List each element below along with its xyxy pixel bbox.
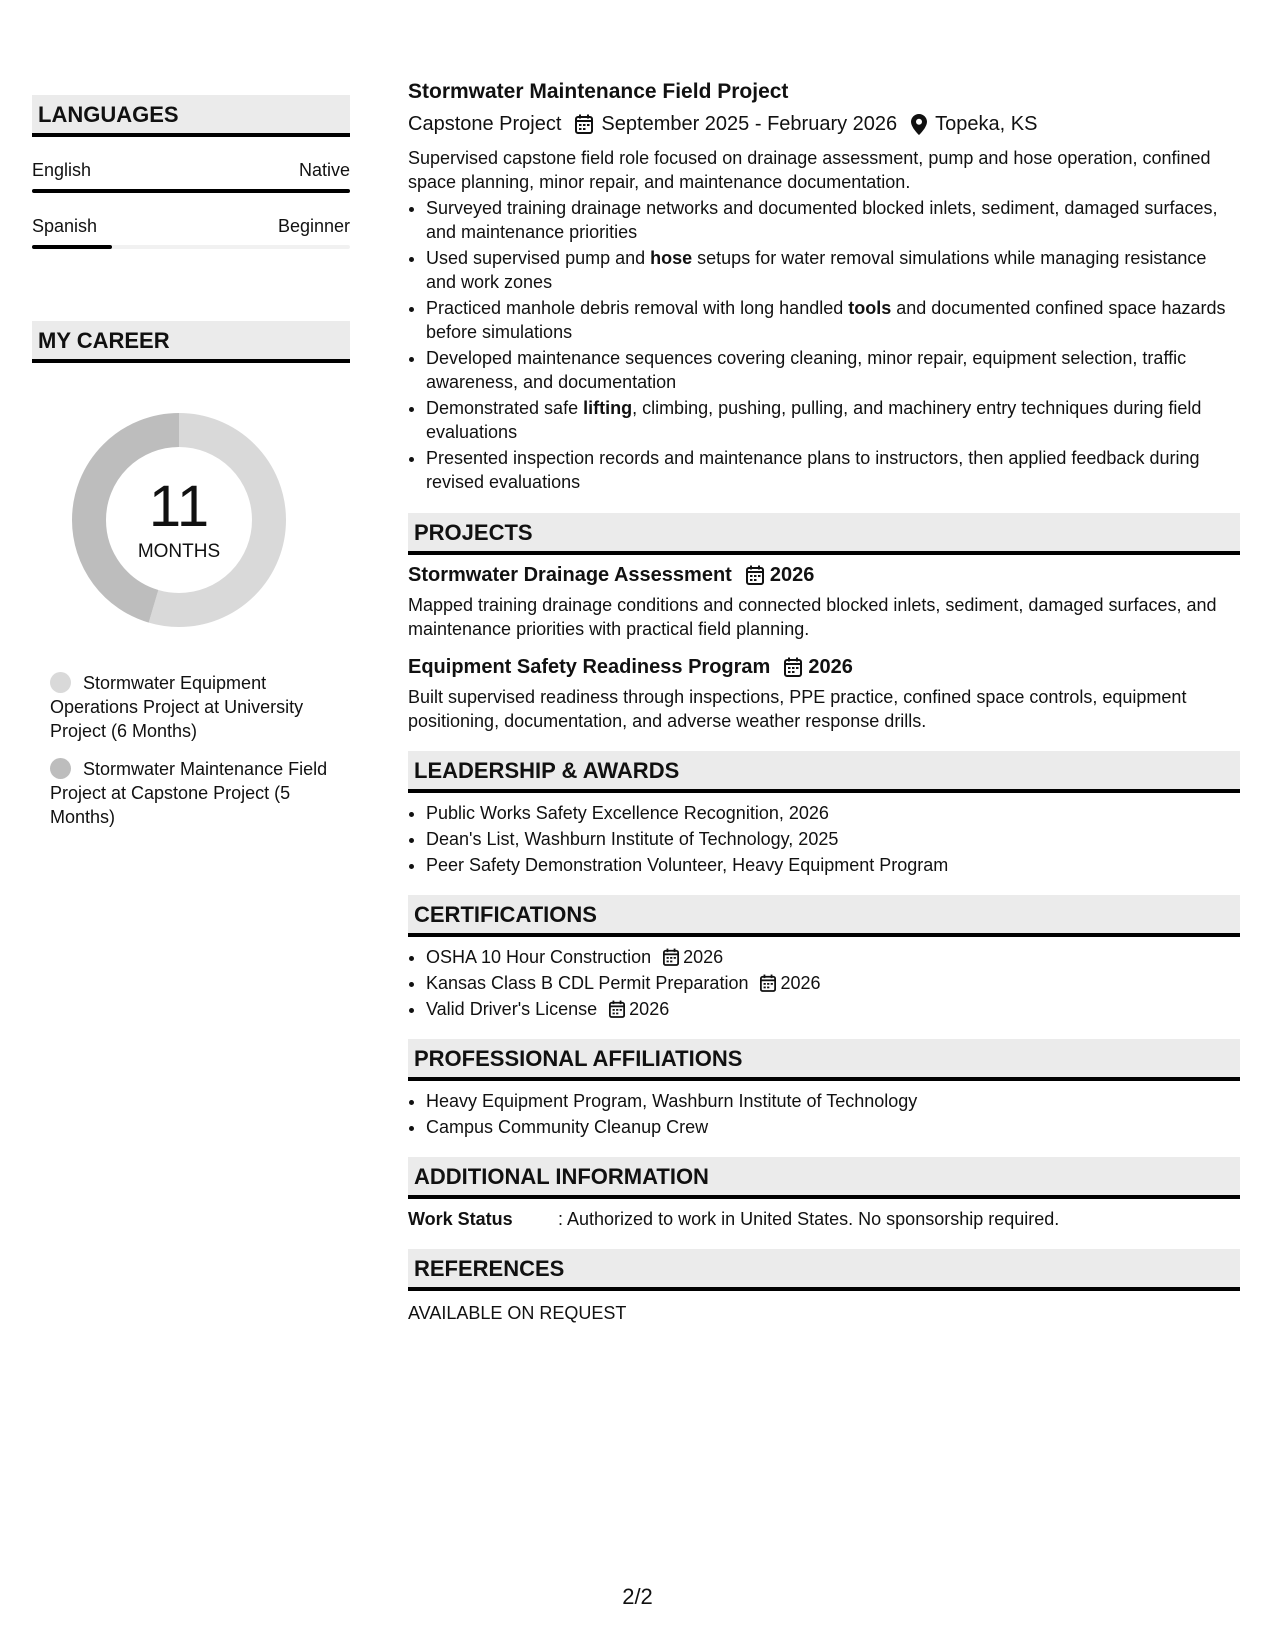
affiliations-heading: PROFESSIONAL AFFILIATIONS (408, 1039, 1240, 1081)
language-item (32, 215, 350, 249)
project-description: Built supervised readiness through inspections, PPE practice, confined space controls, equipment positioning, documentation, and adverse weather response drills. (408, 687, 1187, 731)
certification-year: 2026 (780, 973, 821, 993)
award-item: • Peer Safety Demonstration Volunteer, Heavy Equipment Program (426, 853, 1240, 877)
certifications-heading: CERTIFICATIONS (408, 895, 1240, 937)
calendar-icon (609, 1000, 625, 1018)
experience-bullets (408, 196, 1240, 494)
affiliation-item: • Heavy Equipment Program, Washburn Institute of Technology (426, 1089, 1240, 1113)
legend-swatch (50, 758, 71, 779)
legend-label: Stormwater Equipment Operations Project at University Project (6 Months) (50, 673, 304, 741)
experience-bullet: • Surveyed training drainage networks and documented blocked inlets, sediment, damaged surfaces, and maintenance priorities (426, 196, 1240, 244)
certification-year: 2026 (683, 947, 724, 967)
experience-title: Stormwater Maintenance Field Project (408, 80, 789, 103)
career-legend-item (50, 757, 335, 829)
language-proficiency-fill (32, 245, 112, 249)
language-proficiency-bar (32, 189, 350, 193)
experience-bullet: • Used supervised pump and hose setups for water removal simulations while managing resistance and work zones (426, 246, 1240, 294)
career-donut-chart (64, 405, 294, 635)
affiliations-list (408, 1089, 1240, 1139)
language-proficiency-fill (32, 189, 350, 193)
experience-dates: September 2025 - February 2026 (601, 113, 898, 135)
additional-info-value: : Authorized to work in United States. No sponsorship required. (558, 1209, 1060, 1229)
career-total-unit: MONTHS (137, 541, 221, 562)
experience-org: Capstone Project (408, 113, 562, 135)
certification-name: • Kansas Class B CDL Permit Preparation (426, 973, 749, 993)
certification-item (426, 971, 1240, 995)
certification-item (426, 945, 1240, 969)
references-text: AVAILABLE ON REQUEST (408, 1303, 627, 1323)
experience-bullet: • Developed maintenance sequences covering cleaning, minor repair, equipment selection, traffic awareness, and documentation (426, 346, 1240, 394)
calendar-icon (784, 657, 802, 677)
experience-location: Topeka, KS (935, 113, 1038, 135)
career-legend (50, 671, 350, 829)
right-column (408, 78, 1240, 1325)
project-title: Stormwater Drainage Assessment (408, 564, 732, 586)
page-number: 2/2 (622, 1584, 653, 1609)
certification-name: • OSHA 10 Hour Construction (426, 947, 652, 967)
calendar-icon (575, 114, 593, 134)
project-year: 2026 (769, 564, 815, 586)
awards-heading: LEADERSHIP & AWARDS (408, 751, 1240, 793)
experience-meta (408, 110, 1240, 138)
location-pin-icon (911, 114, 927, 135)
additional-info-key: Work Status (408, 1209, 513, 1229)
certifications-list (408, 945, 1240, 1021)
project-title: Equipment Safety Readiness Program (408, 656, 771, 678)
legend-label: Stormwater Maintenance Field Project at Capstone Project (5 Months) (50, 759, 328, 827)
project-description: Mapped training drainage conditions and connected blocked inlets, sediment, damaged surfaces, and maintenance priorities with practical field planning. (408, 595, 1217, 639)
language-item (32, 159, 350, 193)
experience-bullet: • Demonstrated safe lifting, climbing, pushing, pulling, and machinery entry techniques during field evaluations (426, 396, 1240, 444)
language-name: English (32, 160, 92, 180)
experience-entry (408, 78, 1240, 494)
career-legend-item (50, 671, 335, 743)
affiliation-item: • Campus Community Cleanup Crew (426, 1115, 1240, 1139)
experience-summary: Supervised capstone field role focused on drainage assessment, pump and hose operation, confined space planning, minor repair, and maintenance documentation. (408, 148, 1211, 192)
legend-swatch (50, 672, 71, 693)
certification-name: • Valid Driver's License (426, 999, 598, 1019)
additional-info-row (408, 1207, 1240, 1231)
language-level: Native (298, 160, 350, 180)
languages-heading: LANGUAGES (32, 95, 350, 137)
references-heading: REFERENCES (408, 1249, 1240, 1291)
language-level: Beginner (277, 216, 350, 236)
projects-heading: PROJECTS (408, 513, 1240, 555)
calendar-icon (746, 565, 764, 585)
career-total-value: 11 (148, 474, 210, 539)
experience-bullet: • Practiced manhole debris removal with long handled tools and documented confined space hazards before simulations (426, 296, 1240, 344)
career-heading: MY CAREER (32, 321, 350, 363)
left-column (32, 95, 350, 843)
awards-list (408, 801, 1240, 877)
additional-info-heading: ADDITIONAL INFORMATION (408, 1157, 1240, 1199)
experience-bullet: • Presented inspection records and maintenance plans to instructors, then applied feedback during revised evaluations (426, 446, 1240, 494)
award-item: • Dean's List, Washburn Institute of Technology, 2025 (426, 827, 1240, 851)
language-proficiency-bar (32, 245, 350, 249)
calendar-icon (760, 974, 776, 992)
award-item: • Public Works Safety Excellence Recognition, 2026 (426, 801, 1240, 825)
project-year: 2026 (808, 656, 853, 678)
language-name: Spanish (32, 216, 98, 236)
project-item (408, 561, 1240, 641)
certification-year: 2026 (629, 999, 670, 1019)
project-item (408, 653, 1240, 733)
calendar-icon (663, 948, 679, 966)
certification-item (426, 997, 1240, 1021)
